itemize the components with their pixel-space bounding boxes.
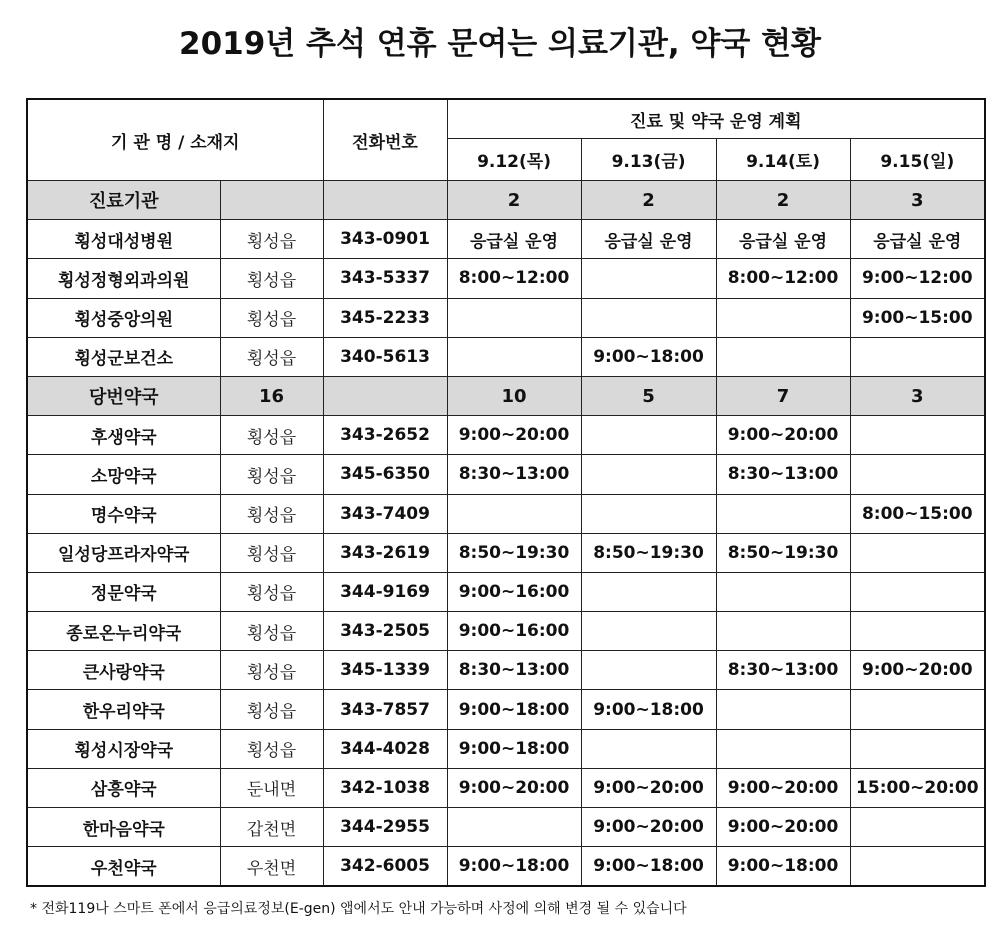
header-date: 9.15(일) xyxy=(850,139,985,181)
operating-hours xyxy=(716,494,850,533)
table-row xyxy=(27,768,985,807)
operating-hours xyxy=(581,572,716,611)
operating-hours: 8:50~19:30 xyxy=(447,533,581,572)
institution-name: 한우리약국 xyxy=(27,690,220,729)
table-row xyxy=(27,494,985,533)
operating-hours xyxy=(850,612,985,651)
operating-hours: 15:00~20:00 xyxy=(850,768,985,807)
institution-location: 횡성읍 xyxy=(220,337,323,376)
institution-location: 횡성읍 xyxy=(220,690,323,729)
institution-location: 우천면 xyxy=(220,847,323,887)
operating-hours xyxy=(447,337,581,376)
header-phone: 전화번호 xyxy=(323,99,447,181)
institution-name: 횡성군보건소 xyxy=(27,337,220,376)
section-count: 5 xyxy=(581,376,716,415)
operating-hours xyxy=(716,690,850,729)
institution-location: 갑천면 xyxy=(220,808,323,847)
operating-hours: 응급실 운영 xyxy=(716,220,850,259)
institution-location: 횡성읍 xyxy=(220,729,323,768)
operating-hours xyxy=(447,494,581,533)
header-date: 9.13(금) xyxy=(581,139,716,181)
operating-hours xyxy=(716,612,850,651)
operating-hours xyxy=(850,808,985,847)
table-row xyxy=(27,729,985,768)
section-row xyxy=(27,376,985,415)
section-count: 2 xyxy=(581,181,716,220)
operating-hours: 9:00~18:00 xyxy=(716,847,850,887)
operating-hours xyxy=(581,612,716,651)
section-total: 16 xyxy=(220,376,323,415)
operating-hours: 8:50~19:30 xyxy=(716,533,850,572)
institution-location: 횡성읍 xyxy=(220,533,323,572)
institution-phone: 340-5613 xyxy=(323,337,447,376)
institution-phone: 344-2955 xyxy=(323,808,447,847)
operating-hours: 8:00~12:00 xyxy=(447,259,581,298)
institution-location: 횡성읍 xyxy=(220,259,323,298)
institution-phone: 343-0901 xyxy=(323,220,447,259)
header-org-location: 기 관 명 / 소재지 xyxy=(27,99,323,181)
operating-hours: 9:00~18:00 xyxy=(581,337,716,376)
operating-hours: 9:00~18:00 xyxy=(581,847,716,887)
section-count: 2 xyxy=(447,181,581,220)
institution-phone: 343-7409 xyxy=(323,494,447,533)
table-row xyxy=(27,690,985,729)
institution-phone: 343-2652 xyxy=(323,416,447,455)
operating-hours: 응급실 운영 xyxy=(581,220,716,259)
section-count: 3 xyxy=(850,376,985,415)
section-count: 3 xyxy=(850,181,985,220)
institution-name: 종로온누리약국 xyxy=(27,612,220,651)
operating-hours: 8:30~13:00 xyxy=(447,651,581,690)
operating-hours: 9:00~20:00 xyxy=(850,651,985,690)
institution-location: 둔내면 xyxy=(220,768,323,807)
section-count: 2 xyxy=(716,181,850,220)
operating-hours xyxy=(581,494,716,533)
section-phone-blank xyxy=(323,376,447,415)
institution-phone: 345-2233 xyxy=(323,298,447,337)
operating-hours xyxy=(447,808,581,847)
institution-phone: 342-6005 xyxy=(323,847,447,887)
operating-hours xyxy=(581,729,716,768)
operating-hours: 8:30~13:00 xyxy=(716,651,850,690)
table-row xyxy=(27,533,985,572)
operating-hours xyxy=(581,455,716,494)
institution-name: 삼흥약국 xyxy=(27,768,220,807)
footnote: * 전화119나 스마트 폰에서 응급의료정보(E-gen) 앱에서도 안내 가능하며 사정에 의해 변경 될 수 있습니다 xyxy=(30,901,687,917)
operating-hours xyxy=(850,337,985,376)
institution-phone: 343-2505 xyxy=(323,612,447,651)
operating-hours xyxy=(850,416,985,455)
operating-hours xyxy=(850,533,985,572)
operating-hours: 9:00~20:00 xyxy=(716,768,850,807)
institution-name: 횡성중앙의원 xyxy=(27,298,220,337)
institution-location: 횡성읍 xyxy=(220,455,323,494)
institution-phone: 343-2619 xyxy=(323,533,447,572)
schedule-table xyxy=(26,98,986,887)
operating-hours: 8:00~12:00 xyxy=(716,259,850,298)
institution-phone: 344-9169 xyxy=(323,572,447,611)
institution-location: 횡성읍 xyxy=(220,416,323,455)
operating-hours xyxy=(716,729,850,768)
institution-name: 소망약국 xyxy=(27,455,220,494)
institution-phone: 342-1038 xyxy=(323,768,447,807)
institution-name: 정문약국 xyxy=(27,572,220,611)
table-row xyxy=(27,847,985,887)
operating-hours xyxy=(850,690,985,729)
institution-name: 횡성시장약국 xyxy=(27,729,220,768)
operating-hours: 9:00~12:00 xyxy=(850,259,985,298)
operating-hours: 응급실 운영 xyxy=(850,220,985,259)
institution-phone: 345-1339 xyxy=(323,651,447,690)
operating-hours: 9:00~18:00 xyxy=(447,690,581,729)
institution-location: 횡성읍 xyxy=(220,220,323,259)
operating-hours: 9:00~18:00 xyxy=(447,847,581,887)
institution-phone: 343-7857 xyxy=(323,690,447,729)
operating-hours: 8:00~15:00 xyxy=(850,494,985,533)
header-date: 9.14(토) xyxy=(716,139,850,181)
institution-name: 일성당프라자약국 xyxy=(27,533,220,572)
institution-name: 횡성정형외과의원 xyxy=(27,259,220,298)
table-row xyxy=(27,337,985,376)
operating-hours xyxy=(850,847,985,887)
table-row xyxy=(27,298,985,337)
operating-hours: 9:00~20:00 xyxy=(581,768,716,807)
institution-name: 우천약국 xyxy=(27,847,220,887)
operating-hours xyxy=(581,651,716,690)
operating-hours xyxy=(850,572,985,611)
institution-location: 횡성읍 xyxy=(220,572,323,611)
institution-location: 횡성읍 xyxy=(220,612,323,651)
operating-hours: 9:00~20:00 xyxy=(581,808,716,847)
section-count: 10 xyxy=(447,376,581,415)
operating-hours: 8:30~13:00 xyxy=(447,455,581,494)
table-row xyxy=(27,651,985,690)
operating-hours: 응급실 운영 xyxy=(447,220,581,259)
operating-hours xyxy=(581,416,716,455)
operating-hours: 8:30~13:00 xyxy=(716,455,850,494)
operating-hours xyxy=(716,298,850,337)
institution-location: 횡성읍 xyxy=(220,298,323,337)
header-date: 9.12(목) xyxy=(447,139,581,181)
table-row xyxy=(27,808,985,847)
schedule-body xyxy=(27,181,985,887)
header-plan: 진료 및 약국 운영 계획 xyxy=(447,99,985,139)
operating-hours: 8:50~19:30 xyxy=(581,533,716,572)
operating-hours xyxy=(716,337,850,376)
institution-phone: 345-6350 xyxy=(323,455,447,494)
operating-hours: 9:00~20:00 xyxy=(716,808,850,847)
page-title: 2019년 추석 연휴 문여는 의료기관, 약국 현황 xyxy=(179,26,821,62)
section-label: 당번약국 xyxy=(27,376,220,415)
operating-hours: 9:00~20:00 xyxy=(447,768,581,807)
section-label: 진료기관 xyxy=(27,181,220,220)
section-phone-blank xyxy=(323,181,447,220)
table-row xyxy=(27,259,985,298)
operating-hours: 9:00~20:00 xyxy=(447,416,581,455)
institution-name: 한마음약국 xyxy=(27,808,220,847)
operating-hours: 9:00~18:00 xyxy=(447,729,581,768)
table-row xyxy=(27,455,985,494)
table-row xyxy=(27,612,985,651)
institution-phone: 343-5337 xyxy=(323,259,447,298)
operating-hours xyxy=(850,729,985,768)
table-row xyxy=(27,416,985,455)
operating-hours: 9:00~16:00 xyxy=(447,572,581,611)
operating-hours xyxy=(850,455,985,494)
institution-name: 명수약국 xyxy=(27,494,220,533)
table-row xyxy=(27,572,985,611)
section-row xyxy=(27,181,985,220)
section-count: 7 xyxy=(716,376,850,415)
institution-name: 횡성대성병원 xyxy=(27,220,220,259)
operating-hours xyxy=(581,298,716,337)
operating-hours: 9:00~15:00 xyxy=(850,298,985,337)
operating-hours: 9:00~16:00 xyxy=(447,612,581,651)
operating-hours xyxy=(447,298,581,337)
institution-phone: 344-4028 xyxy=(323,729,447,768)
table-row xyxy=(27,220,985,259)
operating-hours xyxy=(716,572,850,611)
operating-hours: 9:00~20:00 xyxy=(716,416,850,455)
institution-location: 횡성읍 xyxy=(220,494,323,533)
operating-hours xyxy=(581,259,716,298)
section-total xyxy=(220,181,323,220)
institution-name: 후생약국 xyxy=(27,416,220,455)
institution-name: 큰사랑약국 xyxy=(27,651,220,690)
institution-location: 횡성읍 xyxy=(220,651,323,690)
operating-hours: 9:00~18:00 xyxy=(581,690,716,729)
